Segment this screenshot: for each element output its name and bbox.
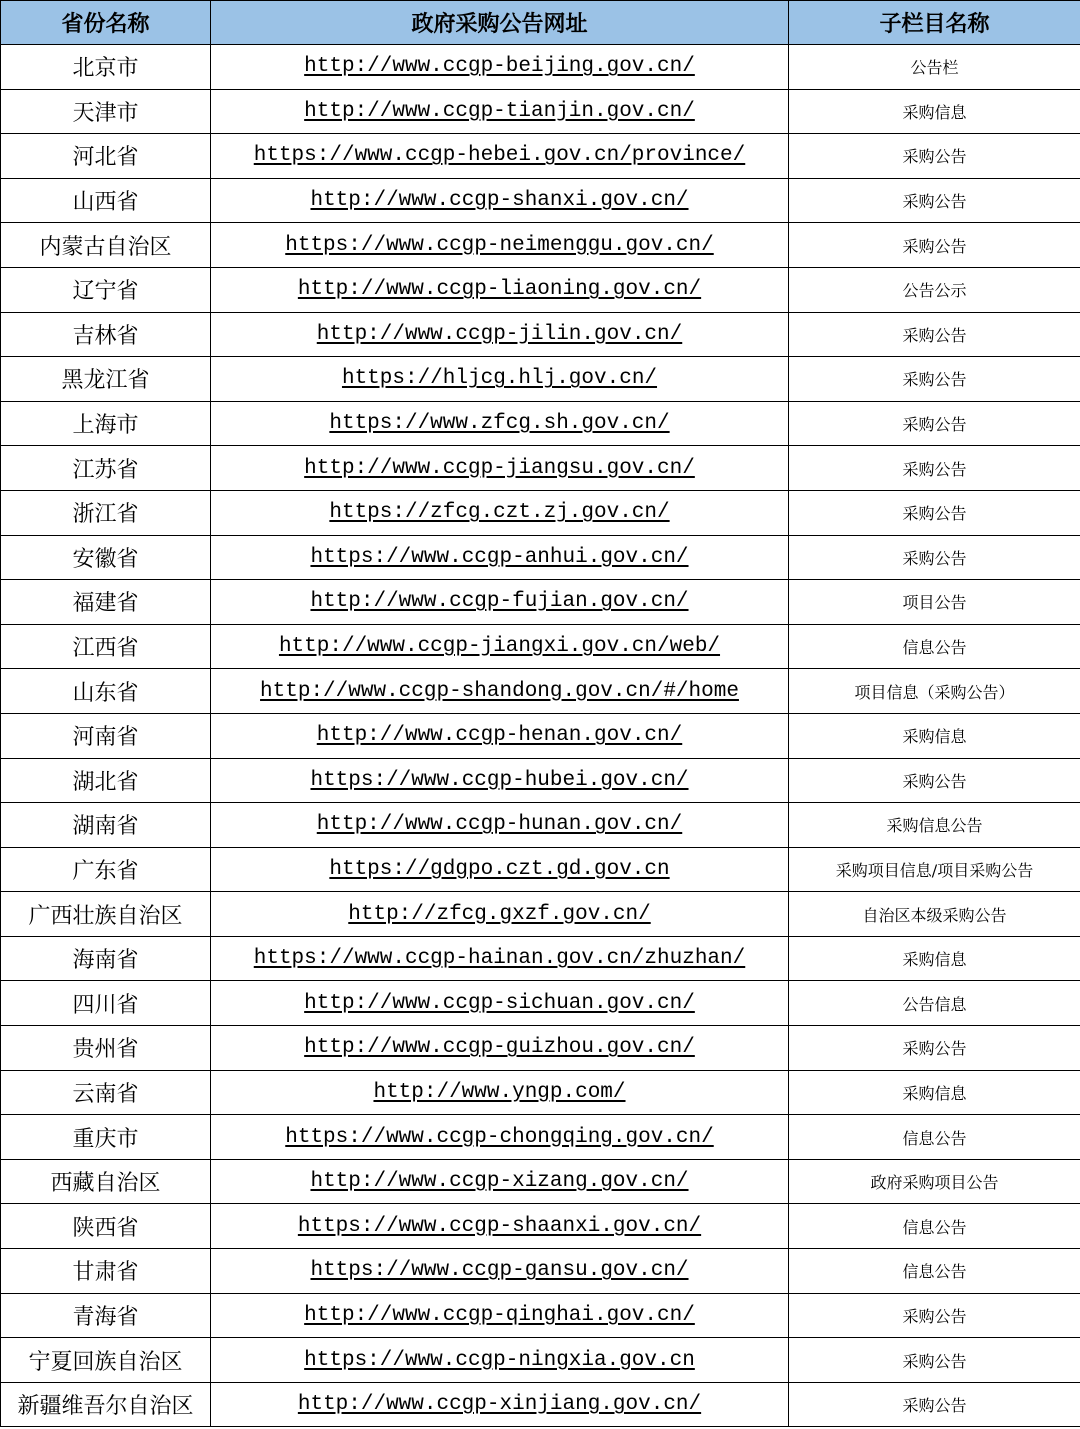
subcolumn-cell: 采购信息公告 <box>789 803 1080 848</box>
subcolumn-cell: 采购信息 <box>789 89 1080 134</box>
subcolumn-cell: 采购公告 <box>789 401 1080 446</box>
province-cell: 甘肃省 <box>1 1249 211 1294</box>
table-row <box>1 1338 1080 1383</box>
table-row <box>1 134 1080 179</box>
procurement-url-link[interactable]: https://www.ccgp-hainan.gov.cn/zhuzhan/ <box>253 947 746 971</box>
procurement-url-link[interactable]: http://www.ccgp-shandong.gov.cn/#/home <box>260 679 739 703</box>
table-row <box>1 357 1080 402</box>
procurement-url-link[interactable]: http://www.ccgp-xinjiang.gov.cn/ <box>297 1393 702 1417</box>
url-cell <box>211 892 789 937</box>
subcolumn-cell: 信息公告 <box>789 1115 1080 1160</box>
url-cell <box>211 758 789 803</box>
province-cell: 新疆维吾尔自治区 <box>1 1382 211 1427</box>
procurement-url-link[interactable]: http://www.ccgp-jilin.gov.cn/ <box>316 322 683 346</box>
procurement-url-link[interactable]: http://www.ccgp-beijing.gov.cn/ <box>304 55 695 79</box>
subcolumn-cell: 采购公告 <box>789 178 1080 223</box>
province-cell: 上海市 <box>1 401 211 446</box>
province-cell: 内蒙古自治区 <box>1 223 211 268</box>
url-cell <box>211 669 789 714</box>
url-cell <box>211 1249 789 1294</box>
subcolumn-cell: 采购公告 <box>789 223 1080 268</box>
table-row <box>1 803 1080 848</box>
url-cell <box>211 312 789 357</box>
subcolumn-cell: 采购信息 <box>789 1070 1080 1115</box>
procurement-url-link[interactable]: http://www.ccgp-tianjin.gov.cn/ <box>304 99 695 123</box>
table-row <box>1 713 1080 758</box>
table-row <box>1 45 1080 90</box>
province-cell: 安徽省 <box>1 535 211 580</box>
subcolumn-cell: 项目公告 <box>789 580 1080 625</box>
subcolumn-cell: 采购公告 <box>789 446 1080 491</box>
subcolumn-cell: 自治区本级采购公告 <box>789 892 1080 937</box>
province-cell: 北京市 <box>1 45 211 90</box>
table-row <box>1 401 1080 446</box>
procurement-url-link[interactable]: http://www.ccgp-guizhou.gov.cn/ <box>304 1036 695 1060</box>
subcolumn-cell: 采购公告 <box>789 535 1080 580</box>
table-row <box>1 936 1080 981</box>
procurement-url-link[interactable]: http://www.ccgp-qinghai.gov.cn/ <box>304 1303 695 1327</box>
province-cell: 陕西省 <box>1 1204 211 1249</box>
url-cell <box>211 1115 789 1160</box>
table-row <box>1 267 1080 312</box>
province-cell: 山西省 <box>1 178 211 223</box>
subcolumn-cell: 采购公告 <box>789 490 1080 535</box>
subcolumn-cell: 采购公告 <box>789 312 1080 357</box>
subcolumn-cell: 项目信息（采购公告） <box>789 669 1080 714</box>
subcolumn-cell: 采购公告 <box>789 758 1080 803</box>
url-cell <box>211 847 789 892</box>
table-row <box>1 1159 1080 1204</box>
procurement-url-link[interactable]: http://www.ccgp-jiangsu.gov.cn/ <box>304 456 695 480</box>
province-cell: 海南省 <box>1 936 211 981</box>
province-cell: 云南省 <box>1 1070 211 1115</box>
table-row <box>1 1204 1080 1249</box>
procurement-url-link[interactable]: https://zfcg.czt.zj.gov.cn/ <box>329 501 670 525</box>
procurement-url-link[interactable]: https://www.ccgp-hebei.gov.cn/province/ <box>253 144 746 168</box>
url-cell <box>211 267 789 312</box>
table-row <box>1 1382 1080 1427</box>
table-row <box>1 981 1080 1026</box>
table-row <box>1 1249 1080 1294</box>
subcolumn-cell: 采购公告 <box>789 1026 1080 1071</box>
procurement-url-link[interactable]: https://www.ccgp-gansu.gov.cn/ <box>310 1259 689 1283</box>
subcolumn-cell: 公告栏 <box>789 45 1080 90</box>
table-body <box>1 45 1080 1427</box>
url-cell <box>211 89 789 134</box>
url-cell <box>211 1293 789 1338</box>
url-cell <box>211 1338 789 1383</box>
province-cell: 吉林省 <box>1 312 211 357</box>
province-cell: 江苏省 <box>1 446 211 491</box>
province-cell: 河南省 <box>1 713 211 758</box>
url-cell <box>211 134 789 179</box>
subcolumn-cell: 信息公告 <box>789 624 1080 669</box>
procurement-url-link[interactable]: http://www.ccgp-fujian.gov.cn/ <box>310 590 689 614</box>
subcolumn-cell: 公告信息 <box>789 981 1080 1026</box>
table-row <box>1 669 1080 714</box>
procurement-url-link[interactable]: https://www.ccgp-shaanxi.gov.cn/ <box>297 1214 702 1238</box>
url-cell <box>211 624 789 669</box>
province-cell: 浙江省 <box>1 490 211 535</box>
table-row <box>1 892 1080 937</box>
table-row <box>1 312 1080 357</box>
url-cell <box>211 713 789 758</box>
subcolumn-cell: 采购信息 <box>789 936 1080 981</box>
url-cell <box>211 357 789 402</box>
url-cell <box>211 981 789 1026</box>
table-row <box>1 223 1080 268</box>
url-cell <box>211 1026 789 1071</box>
url-cell <box>211 535 789 580</box>
url-cell <box>211 490 789 535</box>
province-cell: 贵州省 <box>1 1026 211 1071</box>
url-cell <box>211 401 789 446</box>
subcolumn-cell: 信息公告 <box>789 1204 1080 1249</box>
header-province: 省份名称 <box>1 1 211 45</box>
subcolumn-cell: 采购公告 <box>789 357 1080 402</box>
subcolumn-cell: 采购公告 <box>789 134 1080 179</box>
url-cell <box>211 1204 789 1249</box>
header-row <box>1 1 1080 45</box>
url-cell <box>211 803 789 848</box>
province-cell: 西藏自治区 <box>1 1159 211 1204</box>
procurement-url-link[interactable]: http://www.yngp.com/ <box>373 1080 626 1104</box>
province-cell: 广东省 <box>1 847 211 892</box>
subcolumn-cell: 采购公告 <box>789 1338 1080 1383</box>
url-cell <box>211 45 789 90</box>
procurement-url-link[interactable]: http://www.ccgp-jiangxi.gov.cn/web/ <box>278 635 721 659</box>
province-cell: 广西壮族自治区 <box>1 892 211 937</box>
procurement-url-link[interactable]: https://www.zfcg.sh.gov.cn/ <box>329 412 670 436</box>
province-cell: 重庆市 <box>1 1115 211 1160</box>
url-cell <box>211 1070 789 1115</box>
procurement-url-link[interactable]: https://www.ccgp-hubei.gov.cn/ <box>310 768 689 792</box>
table-row <box>1 580 1080 625</box>
province-cell: 湖北省 <box>1 758 211 803</box>
province-cell: 山东省 <box>1 669 211 714</box>
province-cell: 福建省 <box>1 580 211 625</box>
table-row <box>1 446 1080 491</box>
subcolumn-cell: 采购公告 <box>789 1382 1080 1427</box>
procurement-url-link[interactable]: https://www.ccgp-chongqing.gov.cn/ <box>285 1125 714 1149</box>
table-row <box>1 1070 1080 1115</box>
url-cell <box>211 580 789 625</box>
table-row <box>1 847 1080 892</box>
province-cell: 黑龙江省 <box>1 357 211 402</box>
header-url: 政府采购公告网址 <box>211 1 789 45</box>
table-row <box>1 490 1080 535</box>
subcolumn-cell: 采购信息 <box>789 713 1080 758</box>
table-row <box>1 1026 1080 1071</box>
procurement-url-link[interactable]: http://www.ccgp-sichuan.gov.cn/ <box>304 991 695 1015</box>
procurement-url-link[interactable]: http://www.ccgp-henan.gov.cn/ <box>316 724 683 748</box>
procurement-url-link[interactable]: https://hljcg.hlj.gov.cn/ <box>341 367 658 391</box>
procurement-url-link[interactable]: http://www.ccgp-hunan.gov.cn/ <box>316 813 683 837</box>
province-cell: 宁夏回族自治区 <box>1 1338 211 1383</box>
procurement-url-link[interactable]: http://www.ccgp-shanxi.gov.cn/ <box>310 189 689 213</box>
table-row <box>1 89 1080 134</box>
province-cell: 江西省 <box>1 624 211 669</box>
procurement-url-link[interactable]: http://zfcg.gxzf.gov.cn/ <box>348 902 651 926</box>
province-cell: 湖南省 <box>1 803 211 848</box>
province-cell: 河北省 <box>1 134 211 179</box>
province-cell: 青海省 <box>1 1293 211 1338</box>
subcolumn-cell: 政府采购项目公告 <box>789 1159 1080 1204</box>
url-cell <box>211 936 789 981</box>
table-row <box>1 1115 1080 1160</box>
table-row <box>1 758 1080 803</box>
province-cell: 天津市 <box>1 89 211 134</box>
procurement-url-link[interactable]: http://www.ccgp-liaoning.gov.cn/ <box>297 278 702 302</box>
subcolumn-cell: 采购公告 <box>789 1293 1080 1338</box>
procurement-url-link[interactable]: https://www.ccgp-ningxia.gov.cn <box>304 1348 695 1372</box>
url-cell <box>211 1159 789 1204</box>
procurement-url-link[interactable]: https://www.ccgp-neimenggu.gov.cn/ <box>285 233 714 257</box>
table-row <box>1 535 1080 580</box>
procurement-url-link[interactable]: https://gdgpo.czt.gd.gov.cn <box>329 857 670 881</box>
procurement-url-link[interactable]: http://www.ccgp-xizang.gov.cn/ <box>310 1170 689 1194</box>
subcolumn-cell: 公告公示 <box>789 267 1080 312</box>
procurement-url-link[interactable]: https://www.ccgp-anhui.gov.cn/ <box>310 545 689 569</box>
table-row <box>1 624 1080 669</box>
subcolumn-cell: 信息公告 <box>789 1249 1080 1294</box>
url-cell <box>211 178 789 223</box>
header-subcolumn: 子栏目名称 <box>789 1 1080 45</box>
province-cell: 辽宁省 <box>1 267 211 312</box>
url-cell <box>211 1382 789 1427</box>
url-cell <box>211 446 789 491</box>
url-cell <box>211 223 789 268</box>
table-row <box>1 178 1080 223</box>
subcolumn-cell: 采购项目信息/项目采购公告 <box>789 847 1080 892</box>
province-cell: 四川省 <box>1 981 211 1026</box>
table-row <box>1 1293 1080 1338</box>
